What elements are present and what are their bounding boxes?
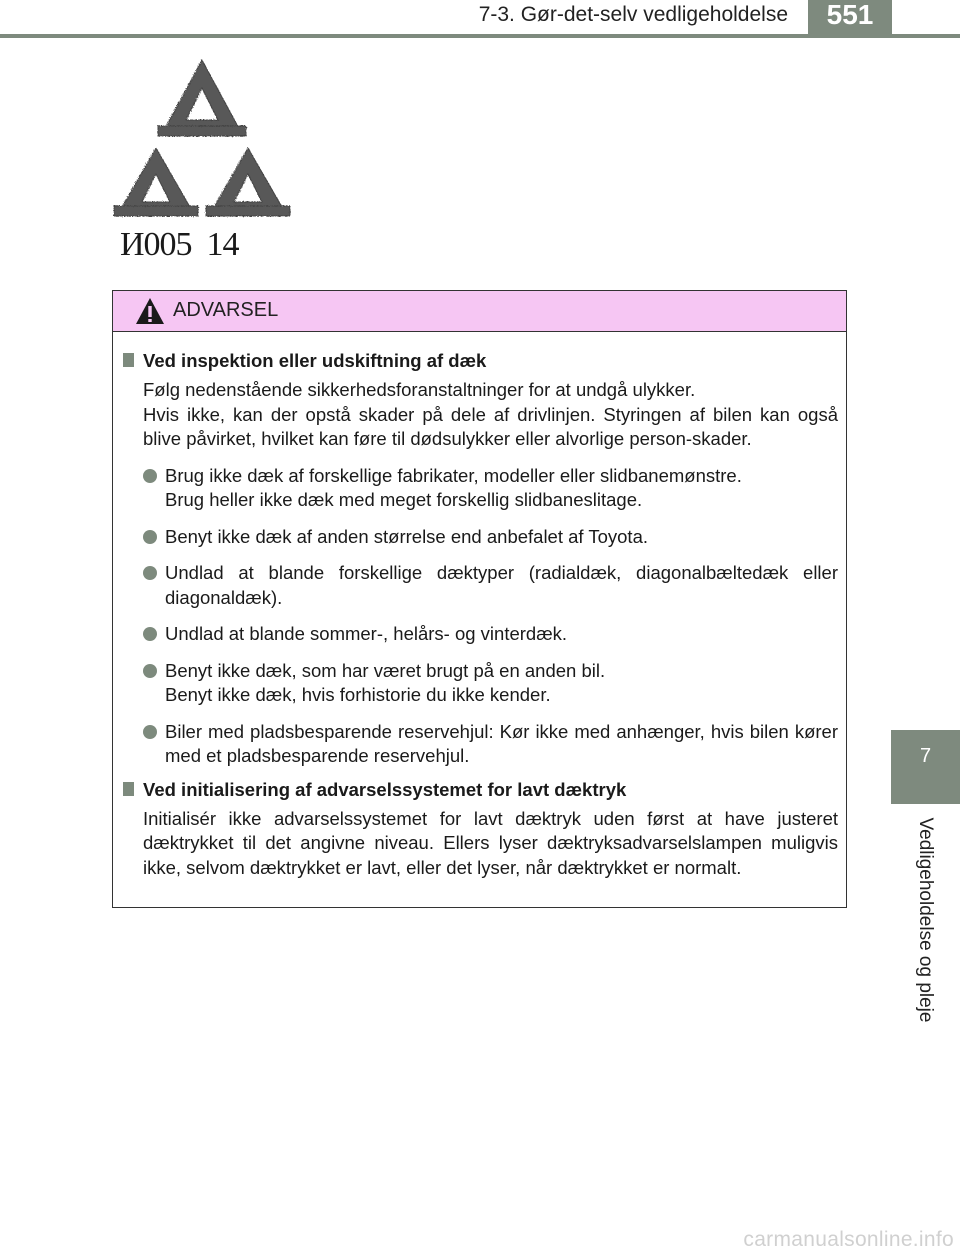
list-item: Biler med pladsbesparende reservehjul: Kør ikke med anhænger, hvis bilen kører med et pladsbesparende reservehjul.	[121, 720, 838, 769]
list-item: Brug ikke dæk af forskellige fabrikater, modeller eller slidbanemønstre. Brug heller ikke dæk med meget forskellig slidbaneslitage.	[121, 464, 838, 513]
page-number: 551	[826, 0, 874, 30]
round-bullet-icon	[143, 469, 157, 483]
square-bullet-icon	[123, 782, 134, 796]
header-rule	[0, 34, 960, 38]
list-item: Benyt ikke dæk, som har været brugt på en anden bil. Benyt ikke dæk, hvis forhistorie du ikke kender.	[121, 659, 838, 708]
list-item: Undlad at blande sommer-, helårs- og vinterdæk.	[121, 622, 838, 647]
round-bullet-icon	[143, 627, 157, 641]
round-bullet-icon	[143, 664, 157, 678]
round-bullet-icon	[143, 530, 157, 544]
round-bullet-icon	[143, 725, 157, 739]
warning-body	[113, 332, 846, 880]
list-item: Benyt ikke dæk af anden størrelse end anbefalet af Toyota.	[121, 525, 838, 550]
tire-marking-illustration	[108, 52, 298, 267]
chapter-label: Vedligeholdelse og pleje	[915, 817, 936, 1023]
section-heading: Ved inspektion eller udskiftning af dæk	[121, 350, 838, 372]
warning-box	[112, 290, 847, 908]
section-title: 7-3. Gør-det-selv vedligeholdelse	[478, 3, 788, 26]
warning-title: ADVARSEL	[173, 299, 279, 321]
warning-triangle-icon	[135, 296, 165, 326]
paragraph: Initialisér ikke advarselssystemet for lavt dæktryk uden først at have justeret dæktrykket til det angivne niveau. Ellers lyser dæktryksadvarselslampen muligvis ikke, selvom dæktrykket er lavt, eller det lyser, når dæktrykket er normalt.	[143, 807, 838, 878]
round-bullet-icon	[143, 566, 157, 580]
list-item: Undlad at blande forskellige dæktyper (radialdæk, diagonalbæltedæk eller diagonaldæk).	[121, 561, 838, 610]
chapter-number: 7	[919, 745, 932, 767]
warning-header	[113, 291, 846, 332]
marking-code: И005 14	[120, 226, 239, 263]
square-bullet-icon	[123, 353, 134, 367]
paragraph: Følg nedenstående sikkerhedsforanstaltninger for at undgå ulykker. Hvis ikke, kan der opstå skader på dele af drivlinjen. Styringen af bilen kan også blive påvirket, hvilket kan føre til dødsulykker eller alvorlige person-skader.	[143, 379, 838, 449]
watermark: carmanualsonline.info	[743, 1228, 954, 1251]
section-heading: Ved initialisering af advarselssystemet for lavt dæktryk	[121, 779, 838, 801]
